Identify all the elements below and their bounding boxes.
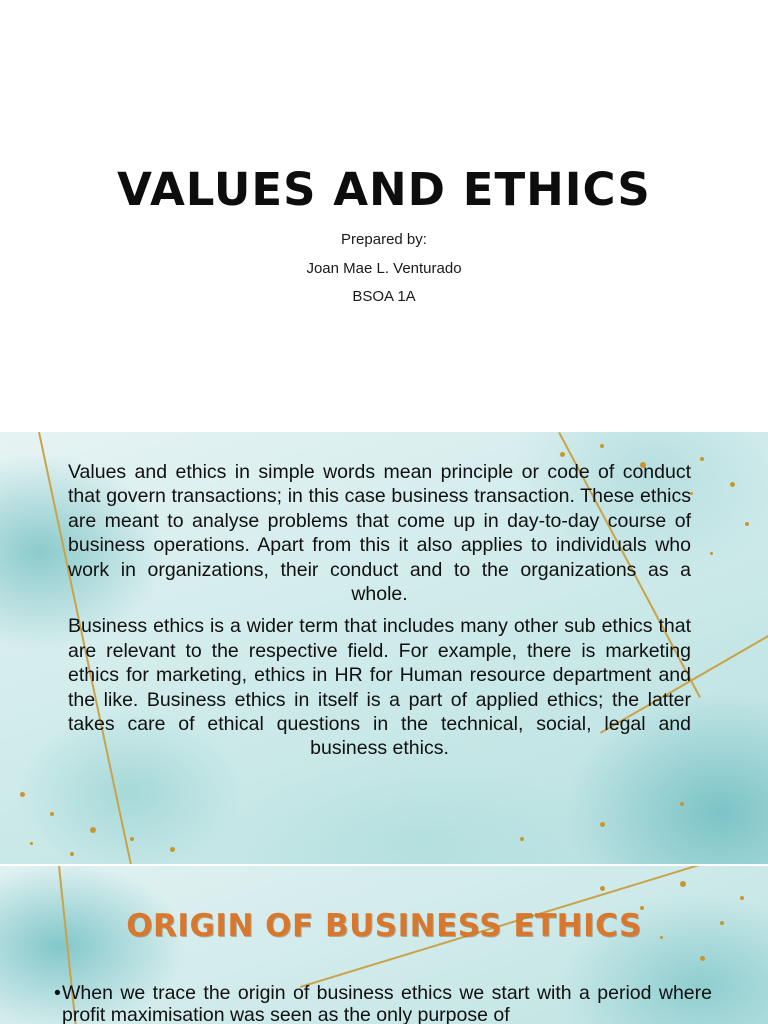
origin-title: ORIGIN OF BUSINESS ETHICS <box>126 908 642 944</box>
prepared-by-label: Prepared by: <box>341 231 427 248</box>
definition-text <box>68 460 691 769</box>
section-name: BSOA 1A <box>352 288 416 305</box>
origin-slide <box>0 866 768 1024</box>
paragraph-business-ethics: Business ethics is a wider term that includes many other sub ethics that are relevant to the respective field. For example, there is marketing ethics for marketing, ethics in HR for Human resource department and the like. Business ethics in itself is a part of applied ethics; the latter takes care of ethical questions in the technical, social, legal and business ethics. <box>68 615 691 760</box>
author-name: Joan Mae L. Venturado <box>306 260 462 277</box>
origin-bullet <box>54 982 712 1024</box>
bullet-marker: • <box>54 982 61 1004</box>
presentation-title: VALUES AND ETHICS <box>117 163 651 216</box>
origin-bullet-text: When we trace the origin of business ethics we start with a period where profit maximisation was seen as the only purpose of <box>62 982 712 1024</box>
paragraph-values-ethics: Values and ethics in simple words mean principle or code of conduct that govern transactions; in this case business transaction. These ethics are meant to analyse problems that come up in day-to-day course of business operations. Apart from this it also applies to individuals who work in organizations, their conduct and to the organizations as a whole. <box>68 461 691 606</box>
definition-slide <box>0 432 768 864</box>
title-slide <box>0 0 768 432</box>
